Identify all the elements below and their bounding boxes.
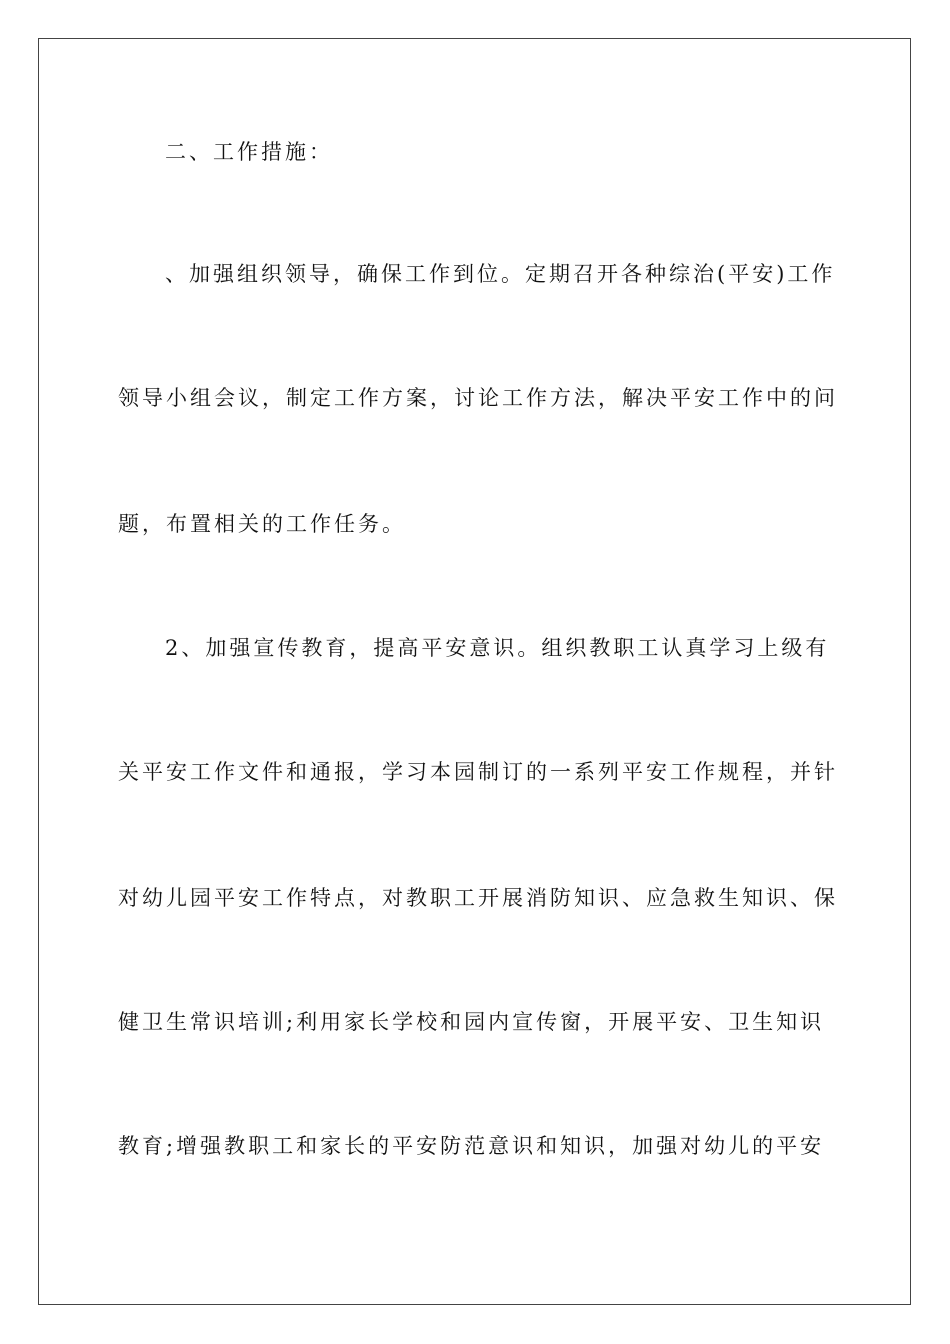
paragraph-line: 健卫生常识培训;利用家长学校和园内宣传窗，开展平安、卫生知识 bbox=[118, 1010, 825, 1034]
paragraph-line: 对幼儿园平安工作特点，对教职工开展消防知识、应急救生知识、保 bbox=[118, 886, 838, 910]
paragraph-line: 、加强组织领导，确保工作到位。定期召开各种综治(平安)工作 bbox=[165, 262, 836, 286]
paragraph-line: 教育;增强教职工和家长的平安防范意识和知识，加强对幼儿的平安 bbox=[118, 1134, 825, 1158]
page-border bbox=[38, 38, 911, 1305]
paragraph-line: 题，布置相关的工作任务。 bbox=[118, 512, 406, 536]
paragraph-line: 2、加强宣传教育，提高平安意识。组织教职工认真学习上级有 bbox=[165, 636, 830, 660]
paragraph-line: 领导小组会议，制定工作方案，讨论工作方法，解决平安工作中的问 bbox=[118, 386, 838, 410]
paragraph-line: 关平安工作文件和通报，学习本园制订的一系列平安工作规程，并针 bbox=[118, 760, 838, 784]
section-heading: 二、工作措施： bbox=[165, 140, 333, 164]
